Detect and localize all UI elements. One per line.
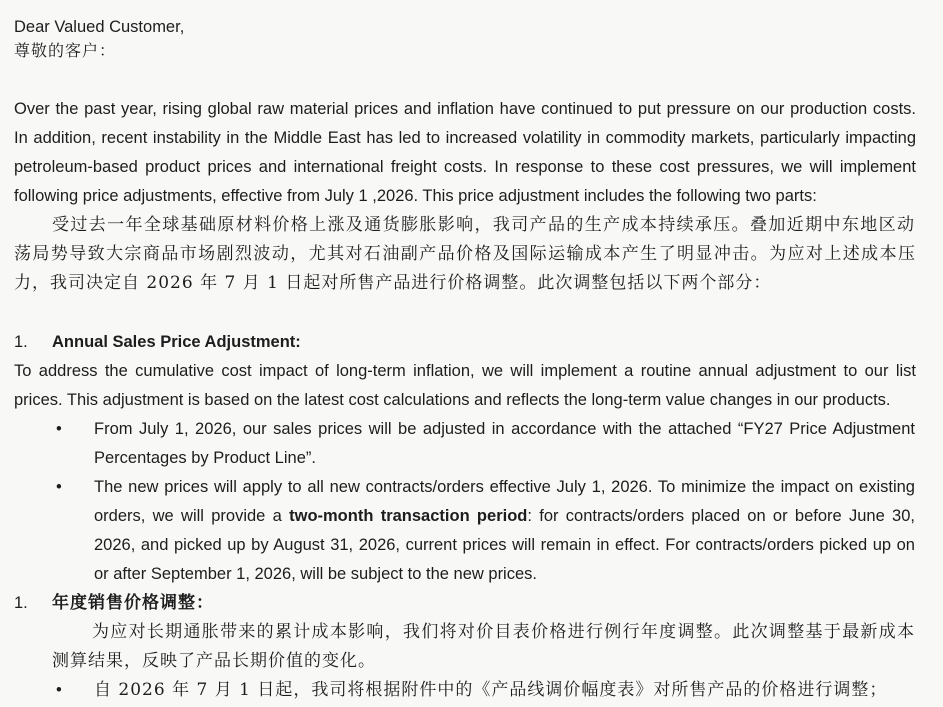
- intro-paragraph-chinese: [0, 211, 943, 298]
- section-body-chinese: [0, 618, 943, 676]
- section-title: Annual Sales Price Adjustment:: [52, 333, 301, 351]
- section-number: 1.: [14, 333, 28, 351]
- section-body-line: 为应对长期通胀带来的累计成本影响，我们将对价目表价格进行例行年度调整。此次调整基于最新成本: [92, 622, 915, 642]
- intro-en-line: following price adjustments, effective from July 1 ,2026. This price adjustment includes the following two parts:: [14, 187, 817, 205]
- bullet-marker: •: [56, 478, 62, 496]
- bullet-line: 自 2026 年 7 月 1 日起，我司将根据附件中的《产品线调价幅度表》对所售产品的价格进行调整；: [94, 680, 888, 700]
- bullet-line: or after September 1, 2026, will be subject to the new prices.: [94, 565, 537, 583]
- section-heading-english: [0, 328, 943, 357]
- section-body-line: To address the cumulative cost impact of long-term inflation, we will implement a routine annual adjustment to our list: [14, 362, 916, 380]
- section-body-line: prices. This adjustment is based on the latest cost calculations and reflects the long-term value changes in our products.: [14, 391, 891, 409]
- bullet-marker: •: [56, 420, 62, 438]
- section-title: 年度销售价格调整：: [52, 593, 214, 613]
- bullet-text: orders, we will provide a: [94, 507, 290, 525]
- intro-en-line: Over the past year, rising global raw material prices and inflation have continued to put pressure on our production costs.: [14, 100, 916, 118]
- intro-zh-line: 受过去一年全球基础原材料价格上涨及通货膨胀影响，我司产品的生产成本持续承压。叠加近期中东地区动: [52, 215, 915, 235]
- section-body-line: 测算结果，反映了产品长期价值的变化。: [52, 651, 376, 671]
- intro-en-line: In addition, recent instability in the Middle East has led to increased volatility in commodity markets, particularly impacting: [14, 129, 916, 147]
- bullet-item: [0, 473, 943, 589]
- bullet-line: 2026, and picked up by August 31, 2026, current prices will remain in effect. For contracts/orders picked up on: [94, 536, 915, 554]
- section-heading-chinese: [0, 589, 943, 618]
- intro-paragraph-english: [0, 95, 943, 211]
- intro-zh-line: 荡局势导致大宗商品市场剧烈波动，尤其对石油副产品价格及国际运输成本产生了明显冲击。为应对上述成本压: [14, 244, 916, 264]
- bullet-line: Percentages by Product Line”.: [94, 449, 316, 467]
- greeting-chinese: 尊敬的客户：: [14, 41, 117, 60]
- bullet-line: [94, 502, 915, 531]
- bullet-line: From July 1, 2026, our sales prices will be adjusted in accordance with the attached “FY27 Price Adjustment: [94, 420, 915, 438]
- section-body-english: [0, 357, 943, 415]
- section-number: 1.: [14, 594, 28, 612]
- transaction-period-highlight: two-month transaction period: [289, 507, 528, 525]
- intro-zh-line: 力，我司决定自 2026 年 7 月 1 日起对所售产品进行价格调整。此次调整包括以下两个部分：: [14, 273, 772, 293]
- greeting-english: Dear Valued Customer,: [14, 18, 185, 36]
- bullet-marker: •: [56, 681, 62, 699]
- bullet-item: [0, 415, 943, 473]
- bullet-text: : for contracts/orders placed on or before June 30,: [527, 507, 915, 525]
- bullet-line: The new prices will apply to all new contracts/orders effective July 1, 2026. To minimize the impact on existing: [94, 478, 915, 496]
- bullet-item: [0, 676, 943, 705]
- intro-en-line: petroleum-based product prices and international freight costs. In response to these cost pressures, we will implement: [14, 158, 916, 176]
